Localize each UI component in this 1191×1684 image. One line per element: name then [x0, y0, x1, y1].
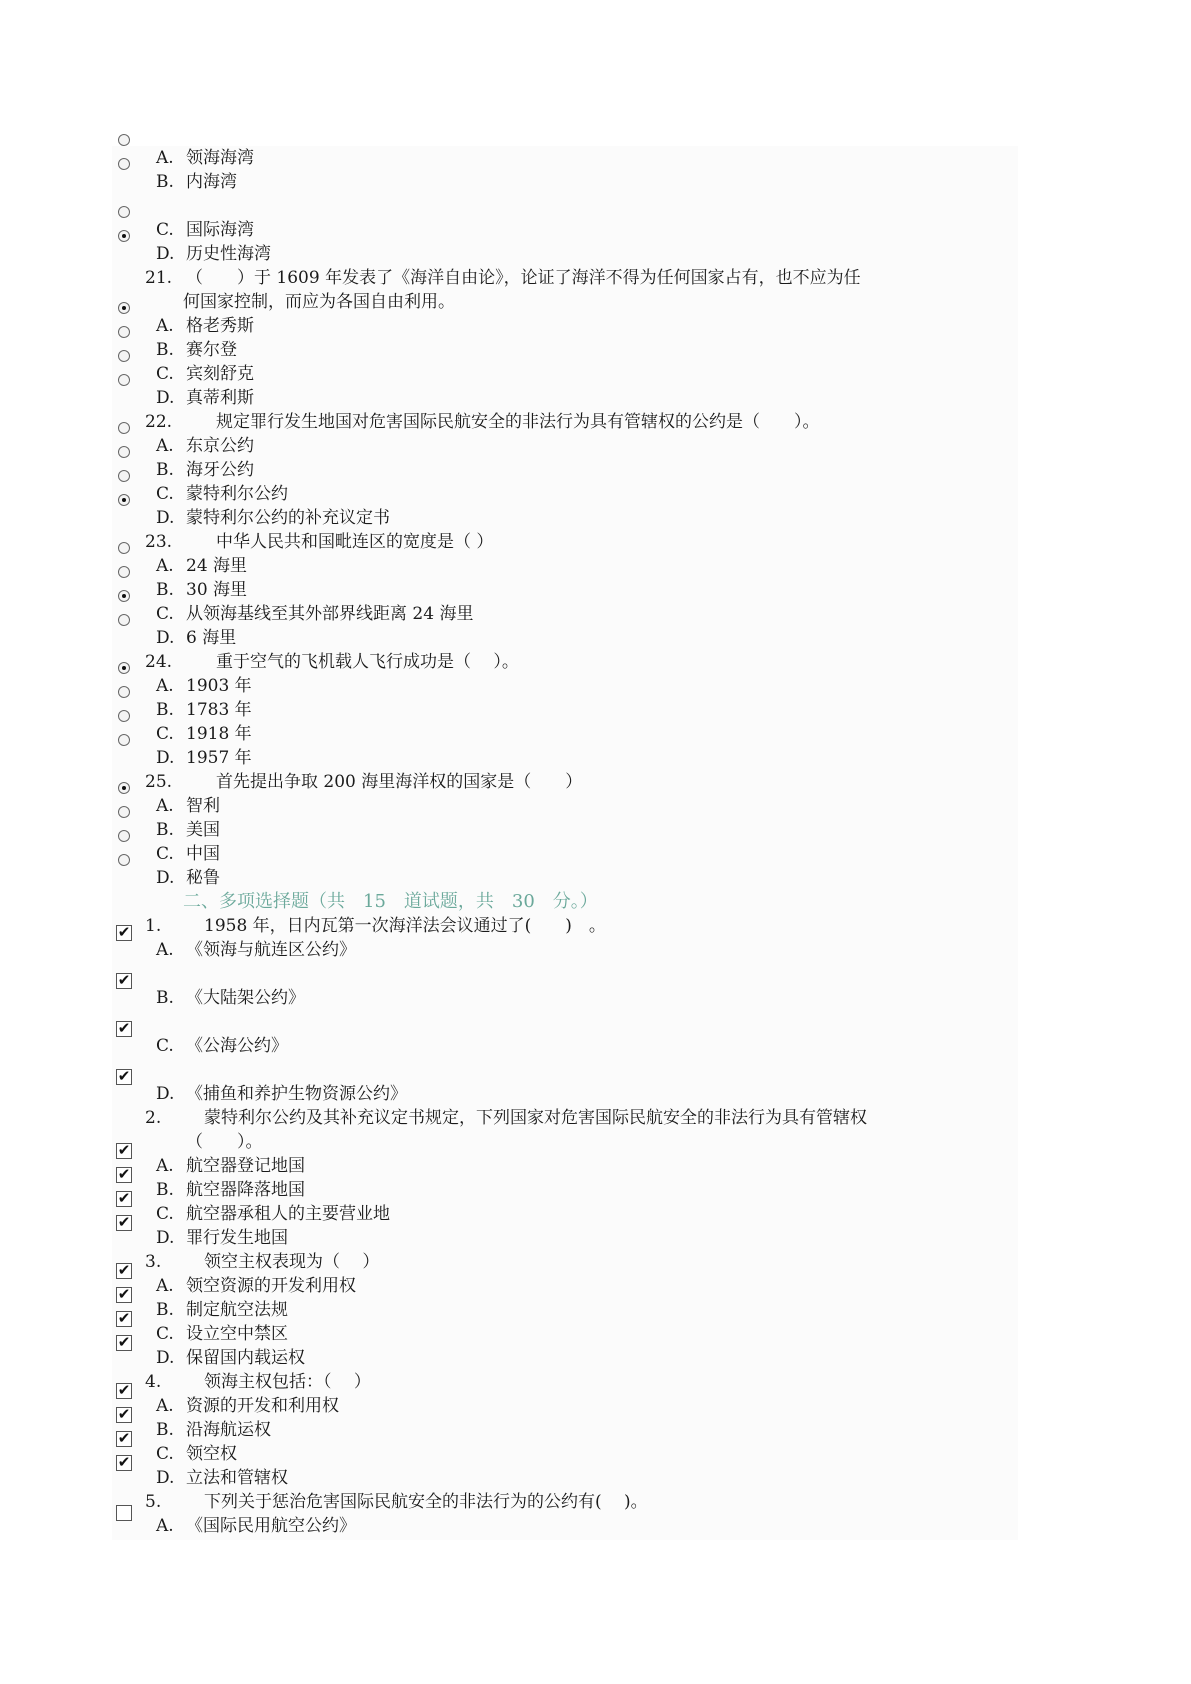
option-checkbox-checked[interactable]: ✔: [117, 971, 131, 989]
option-checkbox-checked[interactable]: ✔: [117, 1213, 131, 1231]
option-radio[interactable]: [118, 326, 130, 338]
option-checkbox-checked[interactable]: ✔: [117, 1381, 131, 1399]
option-checkbox-checked[interactable]: ✔: [117, 1019, 131, 1037]
option-radio-selected[interactable]: [118, 590, 130, 602]
option-radio[interactable]: [118, 686, 130, 698]
option-radio[interactable]: [118, 830, 130, 842]
option-radio[interactable]: [118, 614, 130, 626]
option-radio-selected[interactable]: [118, 782, 130, 794]
option-radio[interactable]: [118, 470, 130, 482]
option-radio-selected[interactable]: [118, 662, 130, 674]
option-radio-selected[interactable]: [118, 494, 130, 506]
option-radio[interactable]: [118, 374, 130, 386]
option-radio[interactable]: [118, 158, 130, 170]
option-radio[interactable]: [118, 806, 130, 818]
option-radio[interactable]: [118, 206, 130, 218]
option-radio[interactable]: [118, 542, 130, 554]
option-radio[interactable]: [118, 350, 130, 362]
option-checkbox-checked[interactable]: ✔: [117, 923, 131, 941]
option-radio-selected[interactable]: [118, 302, 130, 314]
option-checkbox-checked[interactable]: ✔: [117, 1165, 131, 1183]
option-checkbox-checked[interactable]: ✔: [117, 1453, 131, 1471]
option-checkbox-checked[interactable]: ✔: [117, 1309, 131, 1327]
option-checkbox[interactable]: [116, 1505, 132, 1521]
section-heading: 二、多项选择题（共 15 道试题，共 30 分。）: [183, 891, 598, 912]
option-radio[interactable]: [118, 854, 130, 866]
option-checkbox-checked[interactable]: ✔: [117, 1261, 131, 1279]
option-radio[interactable]: [118, 446, 130, 458]
option-checkbox-checked[interactable]: ✔: [117, 1333, 131, 1351]
option-checkbox-checked[interactable]: ✔: [117, 1285, 131, 1303]
option-checkbox-checked[interactable]: ✔: [117, 1405, 131, 1423]
option-radio[interactable]: [118, 734, 130, 746]
option-radio-selected[interactable]: [118, 230, 130, 242]
option-radio[interactable]: [118, 134, 130, 146]
option-checkbox-checked[interactable]: ✔: [117, 1189, 131, 1207]
option-checkbox-checked[interactable]: ✔: [117, 1141, 131, 1159]
option-radio[interactable]: [118, 710, 130, 722]
option-radio[interactable]: [118, 422, 130, 434]
option-checkbox-checked[interactable]: ✔: [117, 1067, 131, 1085]
option-checkbox-checked[interactable]: ✔: [117, 1429, 131, 1447]
option-radio[interactable]: [118, 566, 130, 578]
